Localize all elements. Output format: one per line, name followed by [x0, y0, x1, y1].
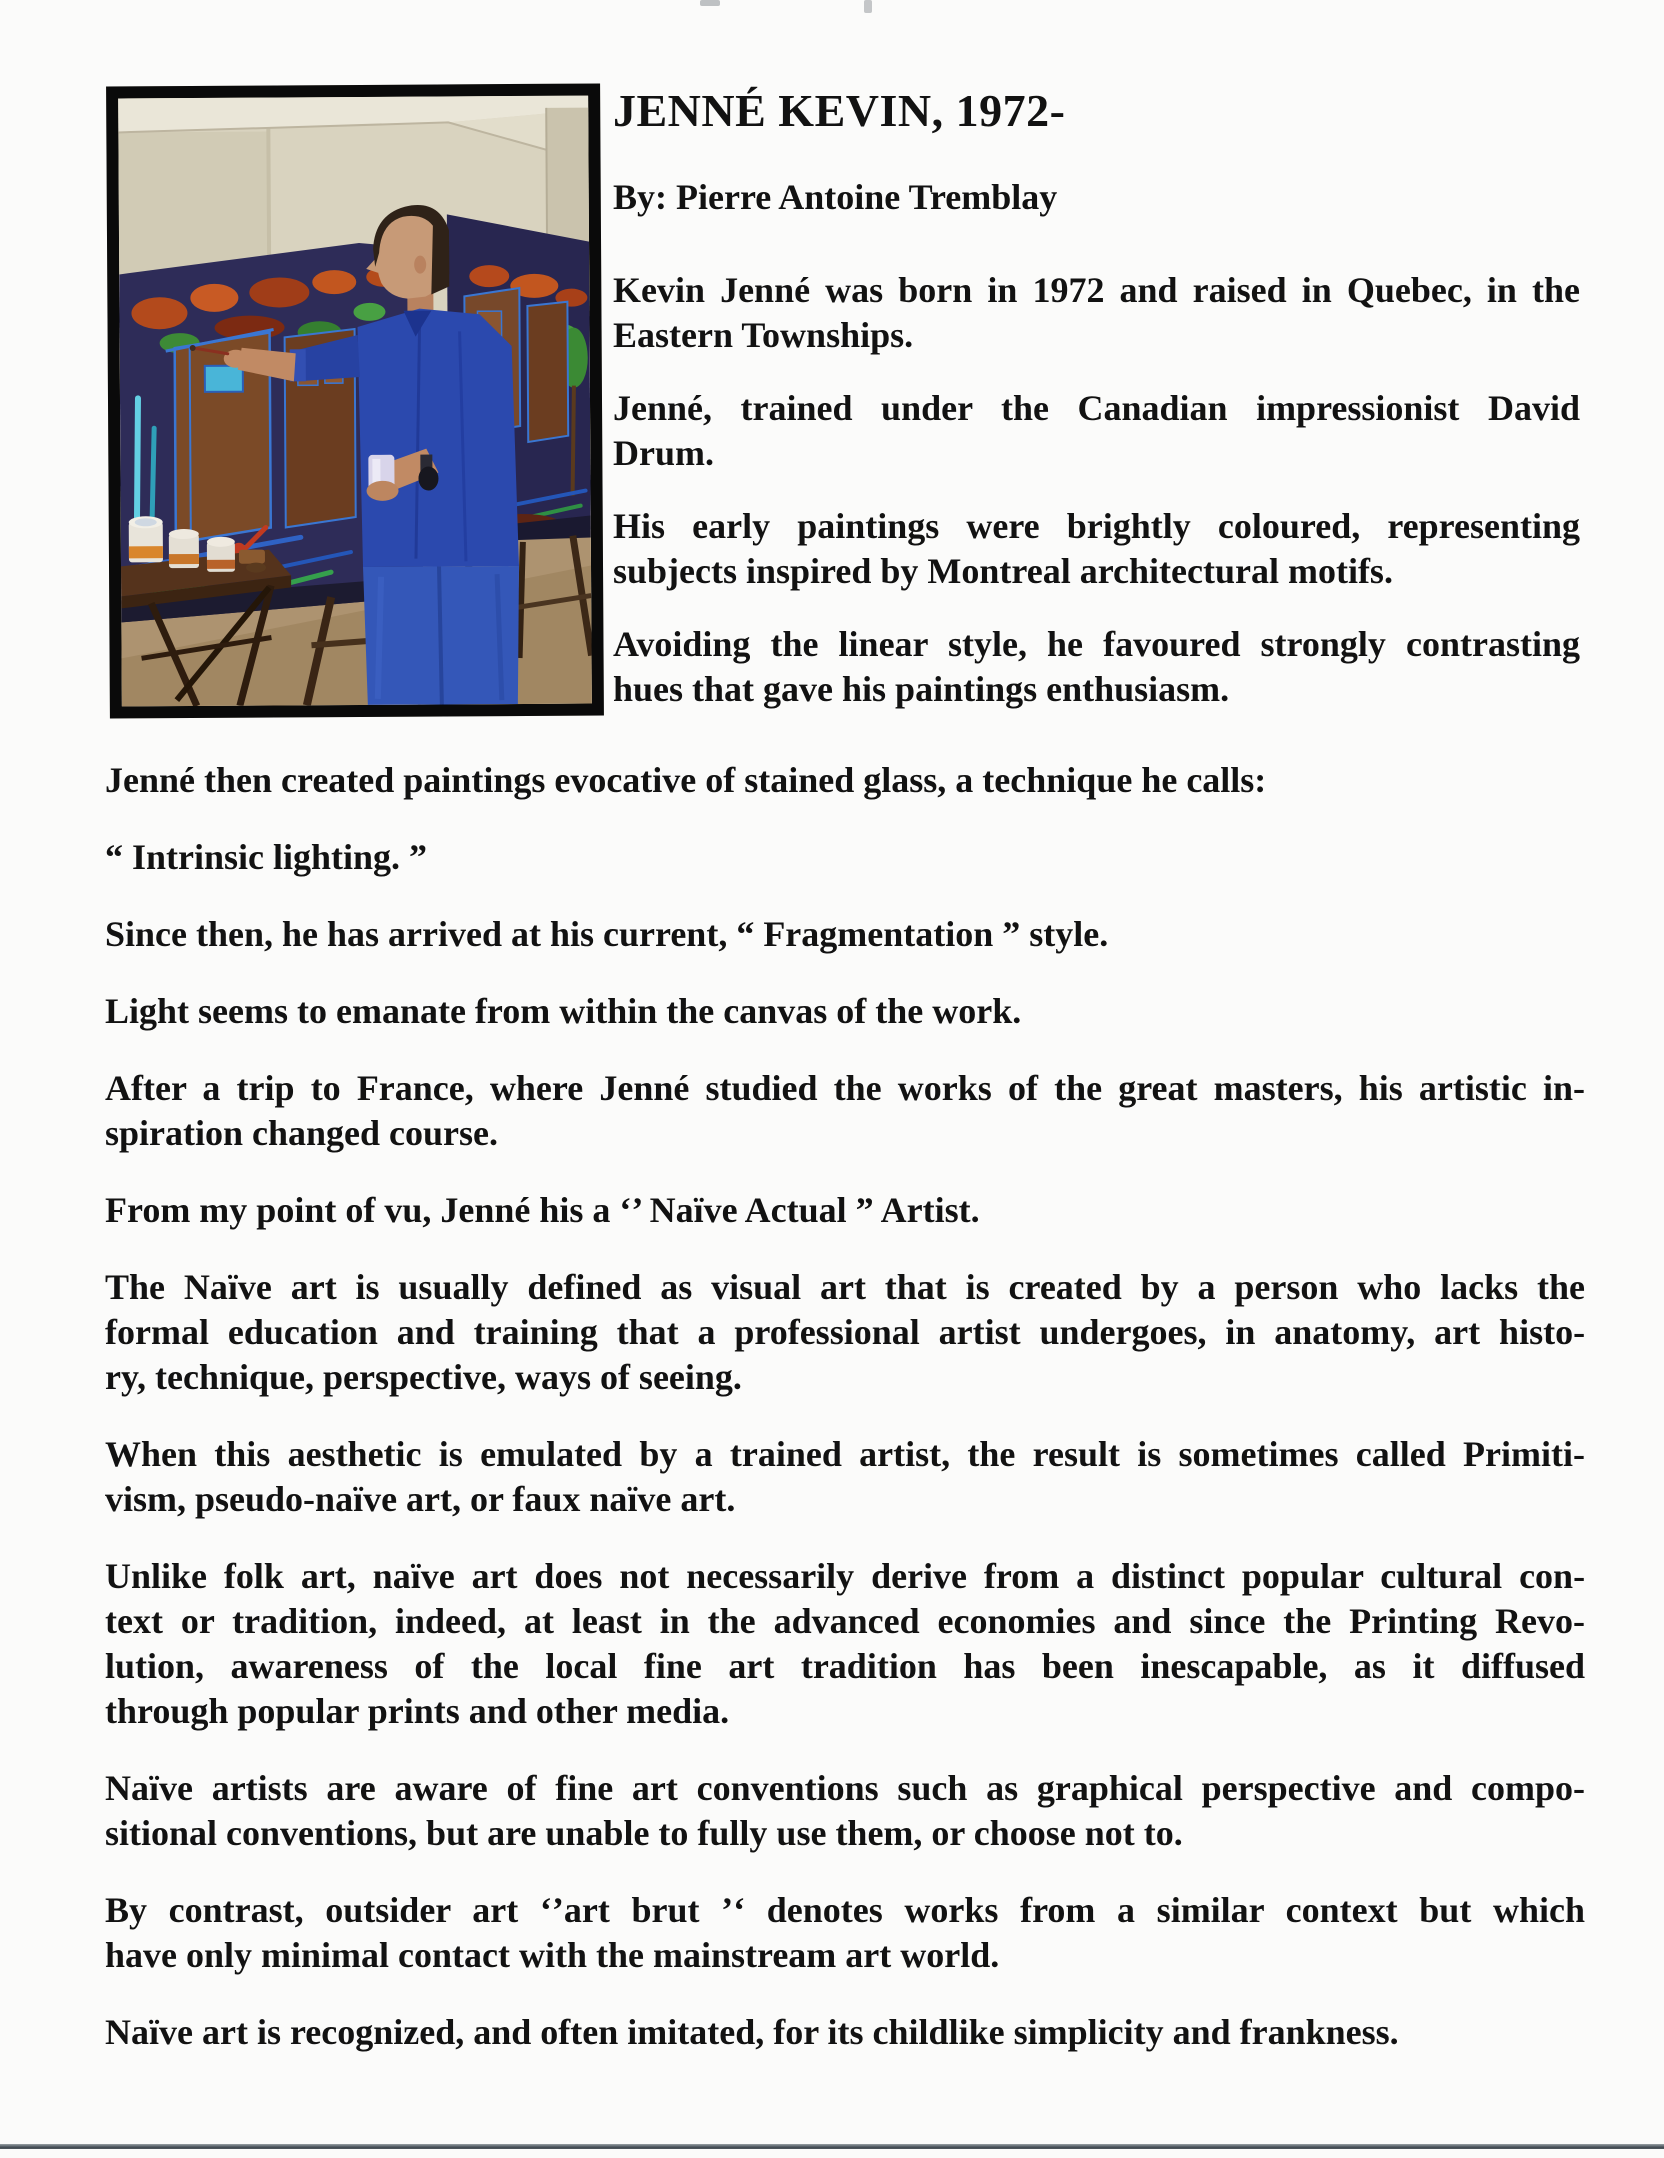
- text-line: [105, 1111, 1585, 1156]
- byline: By: Pierre Antoine Tremblay: [613, 177, 1058, 217]
- text-line: [105, 1310, 1585, 1355]
- text: By contrast, outsider art ‘’art brut ’‘ denotes works from a similar context but which: [105, 1890, 1585, 1930]
- text: hues that gave his paintings enthusiasm.: [613, 669, 1230, 709]
- text-line: [105, 758, 1585, 803]
- text: formal education and training that a professional artist undergoes, in anatomy, art histo-: [105, 1312, 1586, 1352]
- text-line: [105, 1265, 1585, 1310]
- text: The Naïve art is usually defined as visual art that is created by a person who lacks the: [105, 1267, 1586, 1307]
- text: Drum.: [613, 433, 714, 473]
- text-line: [105, 1644, 1585, 1689]
- paragraph: [613, 504, 1580, 594]
- text-line: [105, 1933, 1585, 1978]
- scan-artifact-line: [0, 2144, 1664, 2149]
- text-line: [105, 1477, 1585, 1522]
- text: When this aesthetic is emulated by a trained artist, the result is sometimes called Primiti-: [105, 1434, 1585, 1474]
- text-line: [613, 622, 1580, 667]
- text: ry, technique, perspective, ways of seeing.: [105, 1357, 742, 1397]
- text-line: [105, 1355, 1585, 1400]
- artist-photo-frame: [106, 83, 604, 718]
- text-line: [105, 1811, 1585, 1856]
- text: Light seems to emanate from within the canvas of the work.: [105, 991, 1022, 1031]
- text-line: [105, 1599, 1585, 1644]
- text: Avoiding the linear style, he favoured strongly contrasting: [613, 624, 1580, 664]
- text: Naïve art is recognized, and often imitated, for its childlike simplicity and frankness.: [105, 2012, 1399, 2052]
- text: Jenné, trained under the Canadian impressionist David: [613, 388, 1580, 428]
- text: Naïve artists are aware of fine art conventions such as graphical perspective and compo-: [105, 1768, 1586, 1808]
- text-line: [105, 1554, 1585, 1599]
- paragraph: [105, 1265, 1585, 1400]
- text-line: [105, 1432, 1585, 1477]
- text-line: [613, 667, 1580, 712]
- paragraph: [105, 2010, 1585, 2055]
- text-line: [105, 912, 1585, 957]
- paragraph: [105, 1554, 1585, 1734]
- text-line: [105, 1066, 1585, 1111]
- text: “ Intrinsic lighting. ”: [105, 837, 428, 877]
- text: Jenné then created paintings evocative of stained glass, a technique he calls:: [105, 760, 1267, 800]
- paragraph: [613, 268, 1580, 358]
- text: His early paintings were brightly coloured, representing: [613, 506, 1580, 546]
- scan-artifact: [864, 0, 872, 13]
- paragraph: [105, 1066, 1585, 1156]
- paragraph: [105, 758, 1585, 803]
- text-line: [613, 386, 1580, 431]
- text-line: [105, 1188, 1585, 1233]
- artist-photo: [118, 96, 592, 707]
- page-title: JENNÉ KEVIN, 1972-: [613, 85, 1066, 136]
- paragraph: [105, 989, 1585, 1034]
- text: lution, awareness of the local fine art tradition has been inescapable, as it diffused: [105, 1646, 1585, 1686]
- text-line: [105, 1888, 1585, 1933]
- text: have only minimal contact with the mainstream art world.: [105, 1935, 1000, 1975]
- intro-column: [613, 85, 1580, 740]
- text: through popular prints and other media.: [105, 1691, 730, 1731]
- text-line: [613, 268, 1580, 313]
- text: After a trip to France, where Jenné studied the works of the great masters, his artistic in-: [105, 1068, 1586, 1108]
- paragraph: [613, 622, 1580, 712]
- text: From my point of vu, Jenné his a ‘’ Naïve Actual ” Artist.: [105, 1190, 980, 1230]
- text: Eastern Townships.: [613, 315, 914, 355]
- text: Unlike folk art, naïve art does not necessarily derive from a distinct popular cultural con-: [105, 1556, 1586, 1596]
- paragraph: [105, 1766, 1585, 1856]
- text-line: [613, 313, 1580, 358]
- paragraph: [105, 912, 1585, 957]
- text-line: [105, 1766, 1585, 1811]
- text-line: [105, 2010, 1585, 2055]
- text-line: [105, 989, 1585, 1034]
- text: text or tradition, indeed, at least in the advanced economies and since the Printing Revo-: [105, 1601, 1585, 1641]
- paragraph: [105, 1432, 1585, 1522]
- text-line: [105, 835, 1585, 880]
- body-text: [105, 758, 1585, 2087]
- text: subjects inspired by Montreal architectural motifs.: [613, 551, 1393, 591]
- paragraph: [105, 835, 1585, 880]
- text: spiration changed course.: [105, 1113, 499, 1153]
- paragraph: [105, 1188, 1585, 1233]
- text: vism, pseudo-naïve art, or faux naïve art.: [105, 1479, 736, 1519]
- text-line: [613, 504, 1580, 549]
- text: Since then, he has arrived at his current, “ Fragmentation ” style.: [105, 914, 1109, 954]
- text-line: [105, 1689, 1585, 1734]
- text: sitional conventions, but are unable to fully use them, or choose not to.: [105, 1813, 1183, 1853]
- scan-artifact: [700, 0, 720, 6]
- paragraph: [105, 1888, 1585, 1978]
- text: Kevin Jenné was born in 1972 and raised in Quebec, in the: [613, 270, 1580, 310]
- paragraph: [613, 386, 1580, 476]
- text-line: [613, 549, 1580, 594]
- text-line: [613, 431, 1580, 476]
